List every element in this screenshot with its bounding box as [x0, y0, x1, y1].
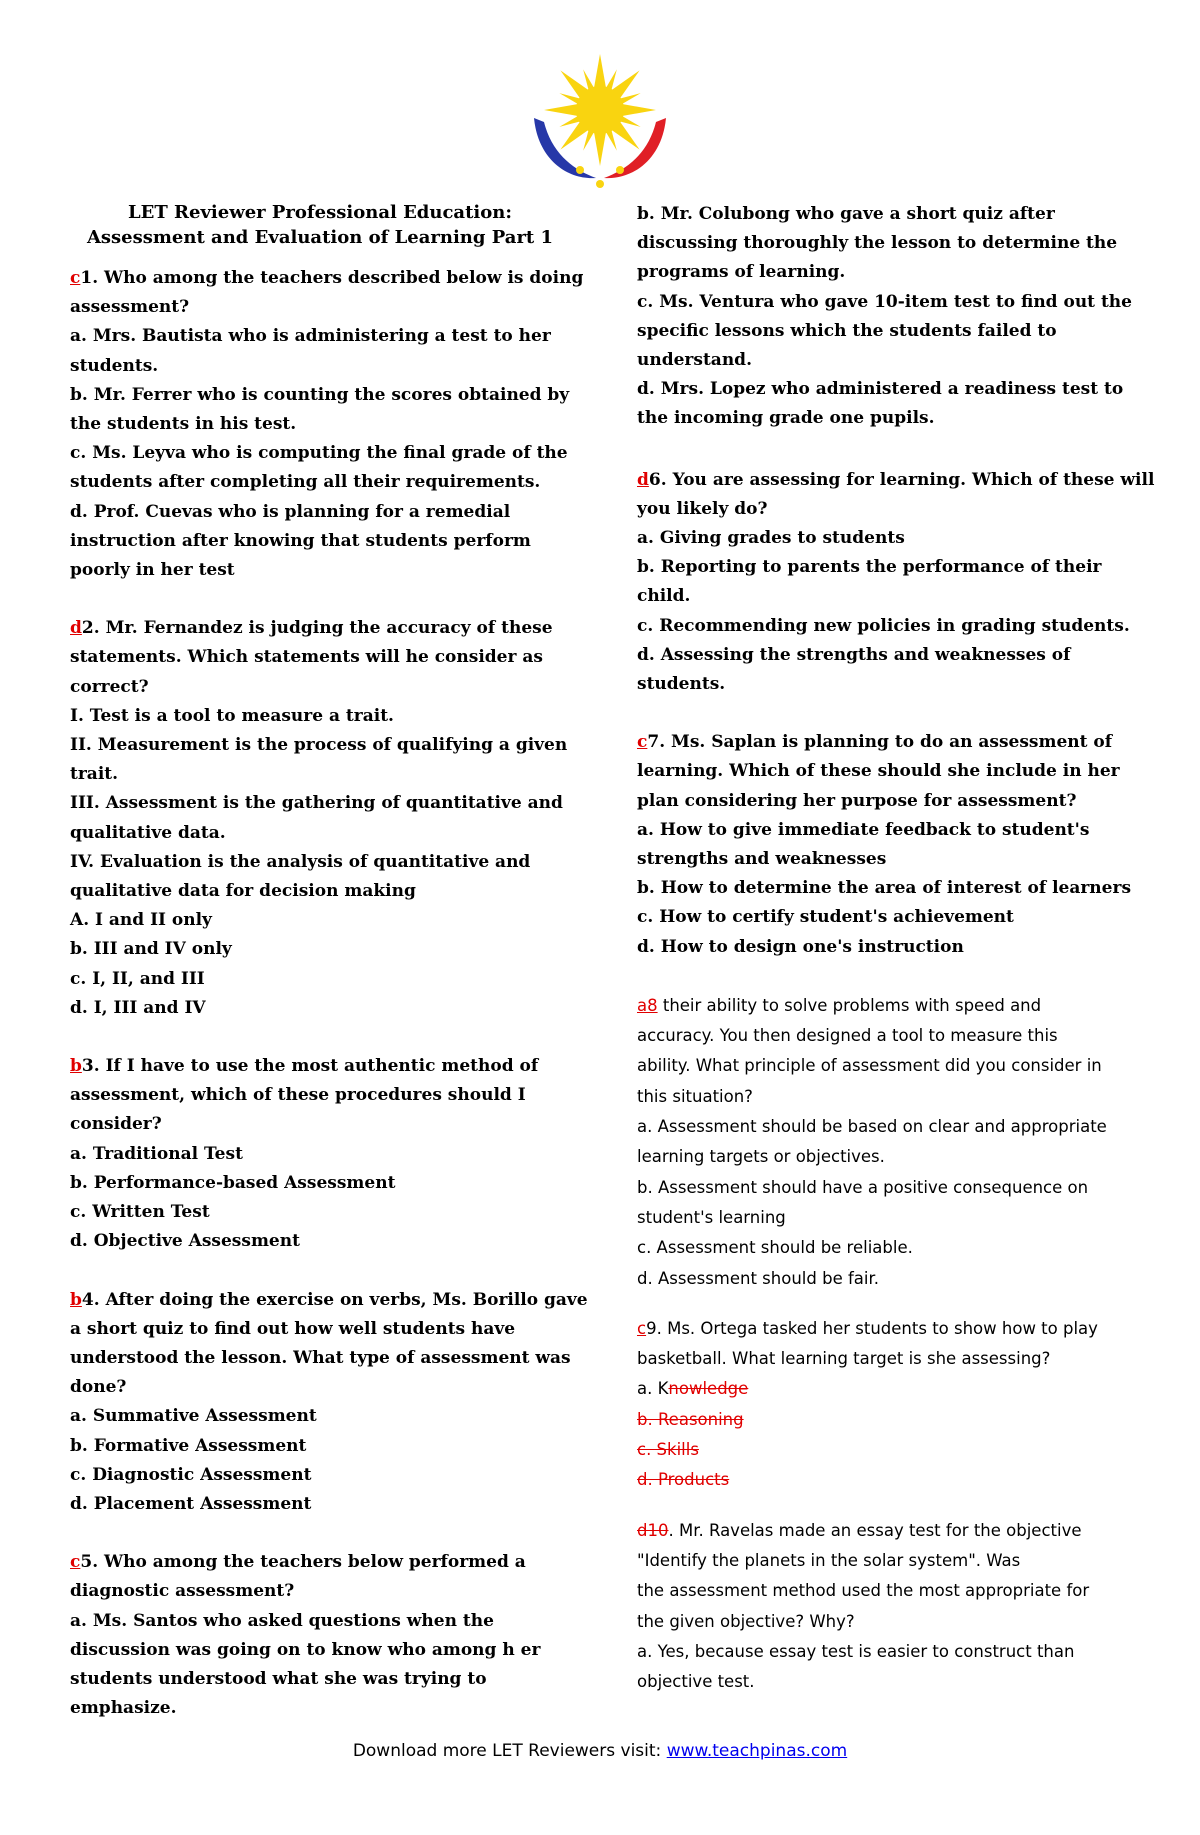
choice-line: b. Performance-based Assessment	[70, 1172, 396, 1193]
title-line-2: Assessment and Evaluation of Learning Part 1	[86, 227, 554, 248]
answer-key: b	[70, 1289, 82, 1310]
choice-line: a. Yes, because essay test is easier to construct than	[637, 1641, 1075, 1661]
choice-line: c. Diagnostic Assessment	[70, 1464, 312, 1485]
answer-key: c	[637, 1318, 647, 1338]
choice-line: a. Summative Assessment	[70, 1406, 317, 1427]
answer-key: d	[637, 469, 649, 490]
choice-line: b. Reporting to parents the performance of their	[637, 557, 1102, 578]
choice-line: a. Mrs. Bautista who is administering a test to her	[70, 326, 551, 347]
answer-key: c	[70, 1552, 81, 1573]
question-3	[70, 1052, 570, 1256]
question-stem: learning. Which of these should she include in her	[637, 761, 1120, 782]
footer	[0, 1741, 1200, 1761]
question-stem: . If I have to use the most authentic method of	[93, 1056, 539, 1077]
question-stem: Ms. Saplan is planning to do an assessment of	[671, 732, 1113, 753]
footer-link[interactable]: www.teachpinas.com	[666, 1741, 848, 1761]
choice-line: student's learning	[637, 1207, 786, 1227]
choice-line: b. III and IV only	[70, 939, 232, 960]
question-stem: you likely do?	[637, 498, 768, 519]
choice-line: child.	[637, 586, 691, 607]
question-number: 1.	[80, 268, 99, 288]
question-8	[637, 991, 1142, 1294]
struck-choice: d. Products	[637, 1470, 730, 1490]
question-number: 4.	[81, 1289, 100, 1310]
choice-line: qualitative data for decision making	[70, 881, 416, 902]
question-stem: diagnostic assessment?	[70, 1581, 295, 1602]
choice-line: the students in his test.	[70, 414, 297, 435]
choice-line: b. Formative Assessment	[70, 1435, 307, 1456]
answer-key: c	[70, 268, 81, 288]
question-2	[70, 614, 570, 1023]
choice-line: d. Assessing the strengths and weaknesses of	[637, 644, 1071, 665]
question-7	[637, 728, 1142, 962]
answer-key: b	[70, 1056, 82, 1077]
choice-line: d. Objective Assessment	[70, 1231, 300, 1252]
choice-line: a. Ms. Santos who asked questions when the	[70, 1610, 494, 1631]
choice-line: b. Assessment should have a positive consequence on	[637, 1177, 1089, 1197]
choice-line: c. Recommending new policies in grading students.	[637, 615, 1130, 636]
choice-line: a. Assessment should be based on clear and appropriate	[637, 1117, 1107, 1137]
choice-line: emphasize.	[70, 1698, 177, 1719]
question-number: 2.	[81, 618, 100, 639]
choice-line: the incoming grade one pupils.	[637, 408, 935, 429]
footer-text: Download more LET Reviewers visit:	[352, 1741, 667, 1761]
choice-line: trait.	[70, 764, 119, 785]
choice-line: d. Placement Assessment	[70, 1493, 312, 1514]
struck-choice: c. Skills	[637, 1440, 699, 1460]
question-10	[637, 1516, 1142, 1698]
choice-line: students.	[637, 674, 726, 695]
choice-line: instruction after knowing that students perform	[70, 530, 531, 551]
answer-key: d	[70, 618, 82, 639]
choice-line: a. How to give immediate feedback to student's	[637, 819, 1090, 840]
question-stem: Ms. Ortega tasked her students to show how to play	[667, 1318, 1098, 1338]
page-title	[70, 200, 570, 250]
choice-line: b. How to determine the area of interest of learners	[637, 878, 1132, 899]
choice-line: c. Ms. Leyva who is computing the final grade of the	[70, 443, 568, 464]
choice-line: c. Ms. Ventura who gave 10-item test to find out the	[637, 291, 1132, 312]
question-number: 6.	[648, 469, 667, 490]
sun-rays-icon	[544, 54, 656, 166]
left-column	[70, 200, 588, 1752]
question-stem: the given objective? Why?	[637, 1611, 855, 1631]
question-number: 7.	[647, 732, 666, 753]
choice-line: specific lessons which the students failed to	[637, 320, 1057, 341]
question-stem: done?	[70, 1377, 127, 1398]
choice-line: poorly in her test	[70, 560, 235, 581]
question-stem: You are assessing for learning. Which of these will	[672, 469, 1155, 490]
choice-line: d. I, III and IV	[70, 997, 206, 1018]
choice-line: d. How to design one's instruction	[637, 936, 964, 957]
question-stem: ability. What principle of assessment did you consider in	[637, 1056, 1102, 1076]
choice-line: II. Measurement is the process of qualifying a given	[70, 735, 568, 756]
question-4	[70, 1286, 588, 1520]
choice-line: objective test.	[637, 1672, 755, 1692]
choice-line: d. Assessment should be fair.	[637, 1268, 879, 1288]
choice-line: d. Prof. Cuevas who is planning for a remedial	[70, 501, 511, 522]
choice-line: a. Traditional Test	[70, 1143, 243, 1164]
question-5-continued	[637, 200, 1142, 434]
answer-key: c	[637, 732, 648, 753]
question-stem: Mr. Fernandez is judging the accuracy of these	[105, 618, 553, 639]
choice-prefix: a. K	[637, 1379, 669, 1399]
choice-line: c. I, II, and III	[70, 968, 205, 989]
choice-line: IV. Evaluation is the analysis of quantitative and	[70, 851, 531, 872]
question-stem: this situation?	[637, 1086, 753, 1106]
choice-line: A. I and II only	[70, 910, 212, 931]
choice-line: c. Written Test	[70, 1202, 210, 1223]
question-stem: plan considering her purpose for assessment?	[637, 790, 1077, 811]
question-stem: correct?	[70, 676, 149, 697]
question-number: 5.	[80, 1552, 99, 1573]
question-1	[70, 264, 584, 585]
choice-line: students understood what she was trying to	[70, 1668, 487, 1689]
question-number: 9.	[646, 1318, 662, 1338]
question-stem: the assessment method used the most appropriate for	[637, 1581, 1090, 1601]
question-stem: statements. Which statements will he consider as	[70, 647, 543, 668]
question-5	[70, 1548, 570, 1723]
choice-line: I. Test is a tool to measure a trait.	[70, 705, 394, 726]
question-stem: assessment?	[70, 297, 190, 318]
struck-choice: nowledge	[668, 1379, 749, 1399]
question-stem: After doing the exercise on verbs, Ms. Borillo gave	[105, 1289, 588, 1310]
struck-choice: b. Reasoning	[637, 1409, 744, 1429]
question-stem: . Mr. Ravelas made an essay test for the objective	[668, 1520, 1082, 1540]
question-stem: a short quiz to find out how well students have	[70, 1318, 516, 1339]
question-number: 3	[81, 1056, 94, 1077]
choice-line: III. Assessment is the gathering of quantitative and	[70, 793, 563, 814]
choice-line: a. Giving grades to students	[637, 528, 905, 549]
question-stem: assessment, which of these procedures should I	[70, 1085, 526, 1106]
question-stem: basketball. What learning target is she assessing?	[637, 1349, 1051, 1369]
question-6	[637, 466, 1155, 700]
choice-line: discussion was going on to know who among h er	[70, 1639, 541, 1660]
question-stem: Who among the teachers below performed a	[104, 1552, 526, 1573]
answer-key: a8	[637, 995, 658, 1015]
question-9	[637, 1314, 1142, 1496]
question-stem: "Identify the planets in the solar system". Was	[637, 1550, 1021, 1570]
question-stem: understood the lesson. What type of assessment was	[70, 1347, 571, 1368]
choice-line: students after completing all their requirements.	[70, 472, 541, 493]
choice-line: qualitative data.	[70, 822, 226, 843]
choice-line: b. Mr. Ferrer who is counting the scores obtained by	[70, 384, 570, 405]
choice-line: programs of learning.	[637, 262, 846, 283]
question-stem: accuracy. You then designed a tool to measure this	[637, 1026, 1058, 1046]
question-stem: their ability to solve problems with speed and	[657, 995, 1042, 1015]
philippine-sun-logo	[530, 52, 670, 192]
choice-line: b. Mr. Colubong who gave a short quiz after	[637, 204, 1055, 224]
choice-line: understand.	[637, 350, 752, 371]
title-line-1: LET Reviewer Professional Education:	[128, 202, 512, 223]
choice-line: students.	[70, 355, 159, 376]
answer-key: d10	[637, 1520, 669, 1540]
right-column	[637, 200, 1155, 1726]
question-stem: Who among the teachers described below is doing	[104, 268, 584, 288]
choice-line: discussing thoroughly the lesson to determine the	[637, 233, 1118, 254]
choice-line: strengths and weaknesses	[637, 849, 887, 870]
question-stem: consider?	[70, 1114, 162, 1135]
choice-line: d. Mrs. Lopez who administered a readiness test to	[637, 379, 1124, 400]
choice-line: c. Assessment should be reliable.	[637, 1238, 913, 1258]
choice-line: learning targets or objectives.	[637, 1147, 885, 1167]
choice-line: c. How to certify student's achievement	[637, 907, 1014, 928]
